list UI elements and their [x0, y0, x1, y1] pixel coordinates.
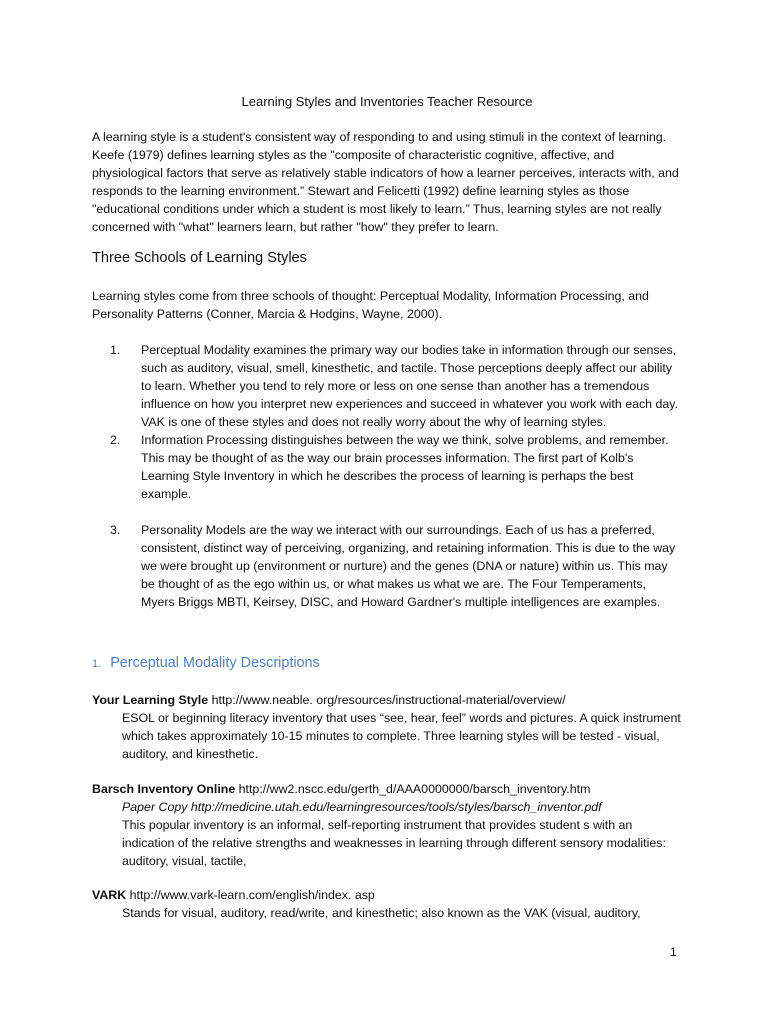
entry-url-link[interactable]: http://www.vark-learn.com/english/index. asp: [126, 888, 375, 902]
list-text: Personality Models are the way we interact with our surroundings. Each of us has a preferred, consistent, distinct way of perceiving, organizing, and retaining information. This is due to the way we were brought up (environment or nurture) and the genes (DNA or nature) within us. This may be thought of as the ego within us, or what makes us what we are. The Four Temperaments, Myers Briggs MBTI, Keirsey, DISC, and Howard Gardner's multiple intelligences are examples.: [141, 523, 676, 609]
list-item: [110, 521, 682, 611]
entry-title: VARK: [92, 888, 127, 902]
document-page: [92, 0, 682, 1024]
entry-description: This popular inventory is an informal, self-reporting instrument that provides student s with an indication of the relative strengths and weaknesses in learning through different sensory modalities: auditory, visual, tactile,: [122, 818, 666, 868]
section-heading: Three Schools of Learning Styles: [92, 250, 307, 266]
entry-barsch: [92, 780, 682, 870]
list-text: Information Processing distinguishes between the way we think, solve problems, and remember. This may be thought of as the way our brain processes information. The first part of Kolb's Learning Style Inventory in which he describes the process of learning is perhaps the best example.: [141, 433, 669, 501]
list-number: 1.: [110, 343, 121, 357]
entry-title: Barsch Inventory Online: [92, 782, 236, 796]
list-text: Perceptual Modality examines the primary way our bodies take in information through our senses, such as auditory, visual, smell, kinesthetic, and tactile. Those perceptions deeply affect our ability to learn. Whether you tend to rely more or less on one sense than another has a tremendous influence on how you interpret new experiences and succeed in whatever you work with each day. VAK is one of these styles and does not really worry about the why of learning styles.: [141, 343, 679, 429]
list-item: [110, 431, 682, 503]
entry-description: Stands for visual, auditory, read/write, and kinesthetic; also known as the VAK (visual, auditory,: [122, 906, 641, 920]
entry-your-learning-style: [92, 691, 682, 763]
list-number: 3.: [110, 523, 121, 537]
subheading: [92, 654, 320, 673]
intro-paragraph: A learning style is a student's consistent way of responding to and using stimuli in the context of learning. Keefe (1979) defines learning styles as the "composite of characteristic cognitive, affective, and physiological factors that serve as relatively stable indicators of how a learner perceives, interacts with, and responds to the learning environment.” Stewart and Felicetti (1992) define learning styles as those "educational conditions under which a student is most likely to learn.” Thus, learning styles are not really concerned with "what" learners learn, but rather "how" they prefer to learn.: [92, 130, 679, 234]
entry-url-link[interactable]: http://www.neable. org/resources/instructional-material/overview/: [208, 693, 566, 707]
page-title: Learning Styles and Inventories Teacher Resource: [241, 94, 533, 109]
list-item: [110, 341, 682, 431]
paper-copy-link[interactable]: Paper Copy http://medicine.utah.edu/learningresources/tools/styles/barsch_inventor.pdf: [122, 800, 602, 814]
subheading-number: 1.: [92, 658, 102, 670]
entry-url-link[interactable]: http://ww2.nscc.edu/gerth_d/AAA0000000/barsch_inventory.htm: [235, 782, 591, 796]
section-intro-paragraph: Learning styles come from three schools of thought: Perceptual Modality, Information Processing, and Personality Patterns (Conner, Marcia & Hodgins, Wayne, 2000).: [92, 289, 649, 321]
entry-vark: [92, 886, 682, 922]
subheading-text: Perceptual Modality Descriptions: [110, 655, 320, 671]
list-number: 2.: [110, 433, 121, 447]
entry-title: Your Learning Style: [92, 693, 209, 707]
page-number: 1: [670, 945, 677, 959]
entry-description: ESOL or beginning literacy inventory that uses “see, hear, feel” words and pictures. A quick instrument which takes approximately 10-15 minutes to complete. Three learning styles will be tested - visual, auditory, and kinesthetic.: [122, 711, 681, 761]
schools-list: [110, 341, 682, 611]
